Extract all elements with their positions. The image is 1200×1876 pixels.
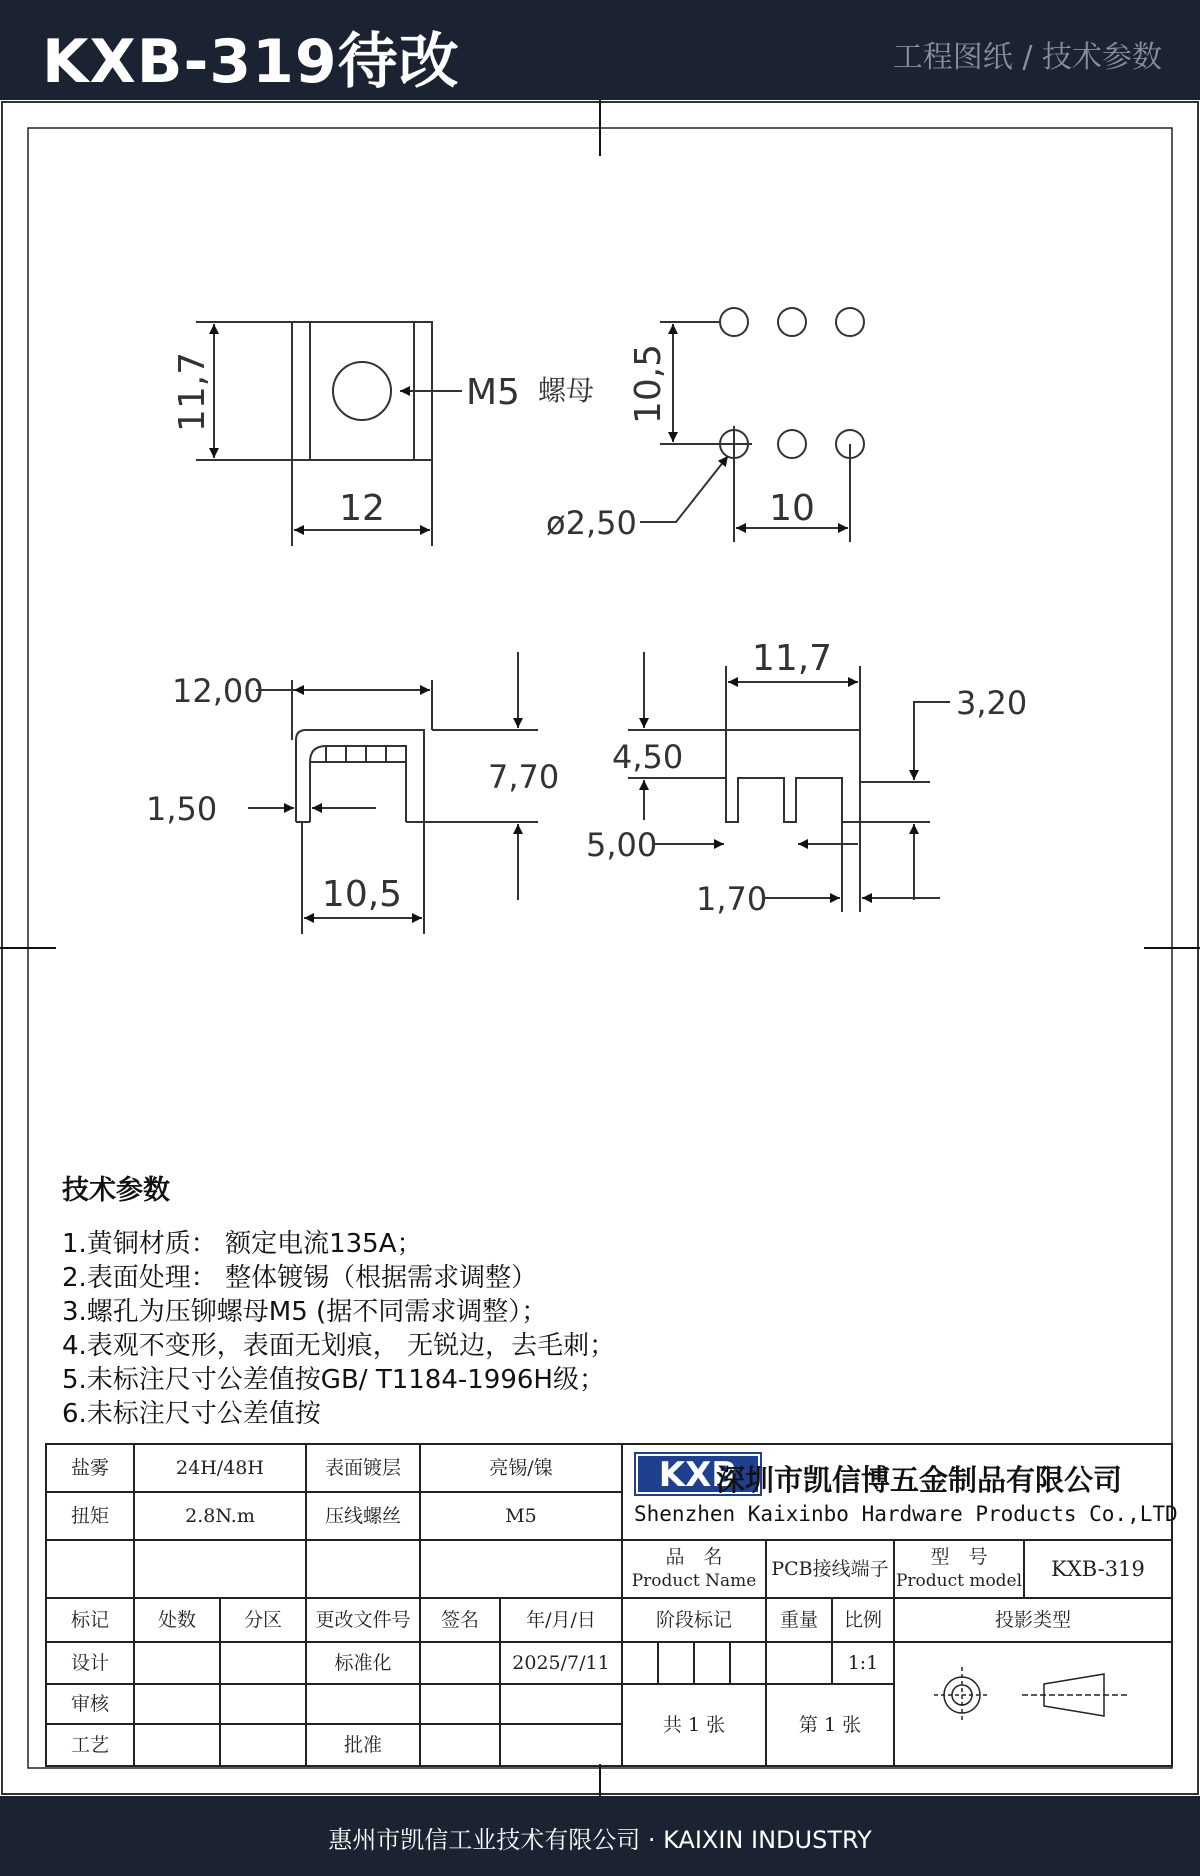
salt-spray-label: 盐雾 [70,1457,109,1479]
product-model-label [894,1540,1024,1598]
dim-label-11-7-side: 11,7 [751,638,833,679]
company-name-en: Shenzhen Kaixinbo Hardware Products Co.,LTD [634,1502,1178,1526]
scale-value: 1:1 [847,1652,879,1674]
document-title: KXB-319待改 [42,27,460,97]
product-model-label-cn: 型 号 [930,1546,988,1568]
product-name-label-en: Product Name [631,1571,757,1591]
screw-value: M5 [505,1505,537,1527]
product-name-label [622,1540,766,1598]
torque-value: 2.8N.m [185,1505,255,1527]
hdr-mark: 标记 [70,1609,109,1631]
plating-label: 表面镀层 [324,1457,401,1479]
dimension-labels [146,344,1027,918]
approve-label: 批准 [343,1734,382,1756]
bottom-footer-bar [0,1796,1200,1876]
dim-label-m5: M5 [466,372,520,413]
dim-label-10-5-front: 10,5 [321,874,403,915]
projection-symbol [934,1667,1130,1723]
tech-line-2: 2.表面处理： 整体镀锡（根据需求调整） [62,1263,538,1293]
product-name-value: PCB接线端子 [771,1558,889,1580]
dim-label-5-00: 5,00 [586,826,658,864]
dim-label-1-70: 1,70 [696,880,768,918]
hdr-zone: 分区 [243,1609,282,1631]
tech-heading: 技术参数 [62,1175,170,1206]
dim-label-7-70: 7,70 [488,758,560,796]
dim-label-4-50: 4,50 [612,738,684,776]
dim-label-nut: 螺母 [538,374,595,407]
pcb-hole-pattern [640,308,864,542]
sheet-number: 第 1 张 [798,1714,862,1736]
weight-label: 重量 [779,1609,818,1631]
hdr-signature: 签名 [440,1609,479,1631]
dim-label-12-00: 12,00 [172,672,264,710]
design-date: 2025/7/11 [512,1652,610,1674]
footer-text: 惠州市凯信工业技术有限公司 · KAIXIN INDUSTRY [328,1826,872,1854]
document-subtitle: 工程图纸 / 技术参数 [892,40,1162,75]
standardization-label: 标准化 [334,1652,392,1674]
tech-line-5: 5.未标注尺寸公差值按GB/ T1184-1996H级； [62,1365,605,1395]
svg-text:KXB: KXB [658,1455,738,1495]
tech-line-4: 4.表观不变形，表面无划痕， 无锐边，去毛刺； [62,1331,616,1361]
dim-label-3-20: 3,20 [956,684,1028,722]
dim-label-1-50: 1,50 [146,790,218,828]
craft-label: 工艺 [70,1734,109,1756]
tech-line-3: 3.螺孔为压铆螺母M5 (据不同需求调整）； [62,1297,548,1327]
product-name-label-cn: 品 名 [665,1546,723,1568]
tech-line-6: 6.未标注尺寸公差值按 [62,1399,321,1429]
scale-label: 比例 [843,1609,882,1631]
dim-label-12: 12 [339,488,385,529]
total-sheets: 共 1 张 [662,1714,726,1736]
stage-mark-label: 阶段标记 [655,1609,732,1631]
dim-label-dia-2-50: ø2,50 [546,504,637,542]
hdr-change-doc: 更改文件号 [315,1609,411,1631]
design-label: 设计 [70,1652,109,1674]
top-view [196,322,462,546]
hdr-count: 处数 [157,1609,196,1631]
screw-label: 压线螺丝 [324,1505,401,1527]
salt-spray-value: 24H/48H [176,1457,264,1479]
top-header-bar [0,0,1200,100]
technical-parameters [62,1168,1162,1431]
tech-line-1: 1.黄铜材质： 额定电流135A； [62,1229,423,1259]
company-name-cn: 深圳市凯信博五金制品有限公司 [716,1463,1123,1497]
hdr-date: 年/月/日 [526,1609,596,1631]
dim-label-10: 10 [769,488,815,529]
product-model-label-en: Product model [895,1571,1023,1591]
dim-label-11-7: 11,7 [172,351,213,433]
projection-label: 投影类型 [994,1609,1071,1631]
torque-label: 扭矩 [70,1505,109,1527]
plating-value: 亮锡/镍 [489,1457,553,1479]
review-label: 审核 [70,1693,109,1715]
dim-label-10-5-top: 10,5 [628,343,669,425]
product-model-value: KXB-319 [1051,1557,1145,1581]
side-view [628,652,950,912]
